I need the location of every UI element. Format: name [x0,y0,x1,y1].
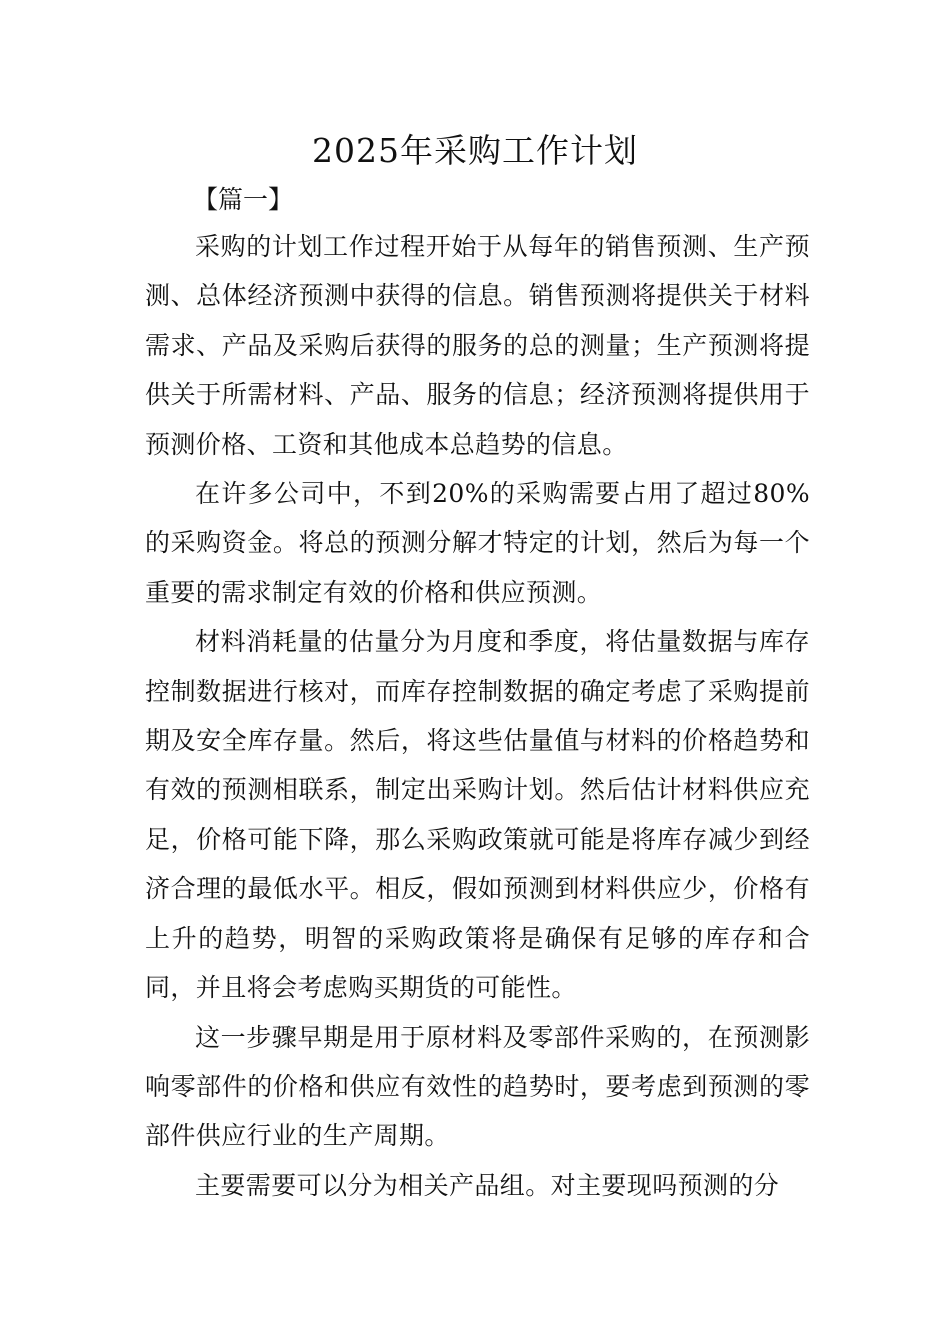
section-label: 【篇一】 [193,185,294,214]
paragraph: 采购的计划工作过程开始于从每年的销售预测、生产预测、总体经济预测中获得的信息。销售预测将提供关于材料需求、产品及采购后获得的服务的总的测量；生产预测将提供关于所需材料、产品、服务的信息；经济预测将提供用于预测价格、工资和其他成本总趋势的信息。 [145,232,810,459]
paragraph: 材料消耗量的估量分为月度和季度，将估量数据与库存控制数据进行核对，而库存控制数据的确定考虑了采购提前期及安全库存量。然后，将这些估量值与材料的价格趋势和有效的预测相联系，制定出采购计划。然后估计材料供应充足，价格可能下降，那么采购政策就可能是将库存减少到经济合理的最低水平。相反，假如预测到材料供应少，价格有上升的趋势，明智的采购政策将是确保有足够的库存和合同，并且将会考虑购买期货的可能性。 [145,627,810,1003]
document-body [145,222,810,1210]
paragraph: 这一步骤早期是用于原材料及零部件采购的，在预测影响零部件的价格和供应有效性的趋势时，要考虑到预测的零部件供应行业的生产周期。 [145,1022,810,1151]
document-title: 2025年采购工作计划 [312,131,638,170]
paragraph: 主要需要可以分为相关产品组。对主要现吗预测的分 [195,1170,780,1200]
paragraph: 在许多公司中，不到20%的采购需要占用了超过80%的采购资金。将总的预测分解才特定的计划，然后为每一个重要的需求制定有效的价格和供应预测。 [145,479,810,607]
